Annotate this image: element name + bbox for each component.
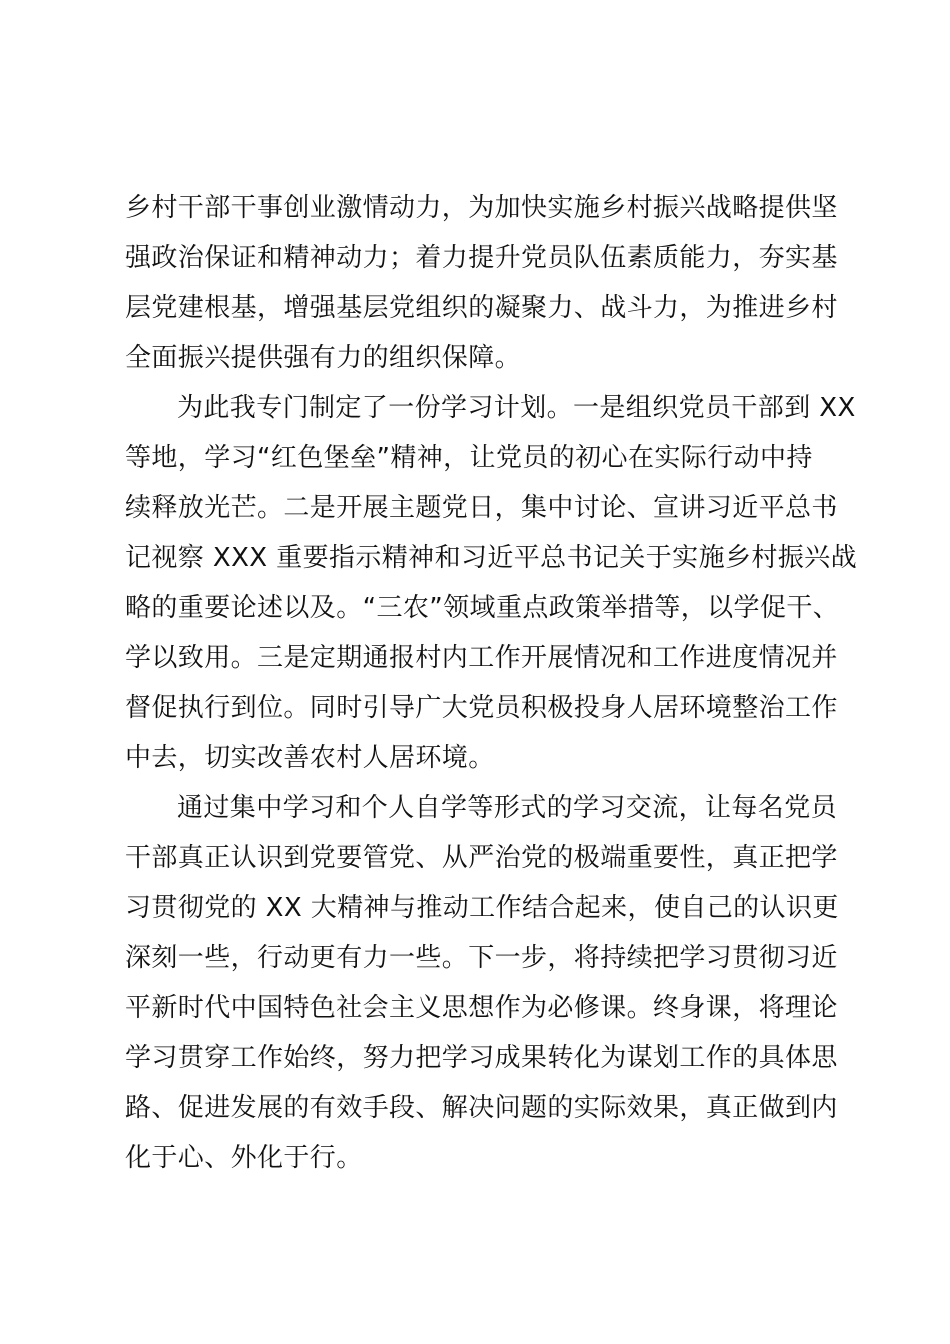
text-line: 续释放光芒。二是开展主题党日，集中讨论、宣讲习近平总书 bbox=[125, 493, 838, 523]
text-line: 为此我专门制定了一份学习计划。一是组织党员干部到 XX bbox=[177, 393, 856, 423]
text-line: 深刻一些，行动更有力一些。下一步，将持续把学习贯彻习近 bbox=[125, 943, 838, 973]
text-line: 乡村干部干事创业激情动力，为加快实施乡村振兴战略提供坚 bbox=[125, 193, 838, 223]
text-line: 中去，切实改善农村人居环境。 bbox=[125, 743, 495, 773]
text-line: 等地，学习“红色堡垒”精神，让党员的初心在实际行动中持 bbox=[125, 443, 813, 473]
text-line: 略的重要论述以及。“三农”领域重点政策举措等，以学促干、 bbox=[125, 593, 840, 623]
text-line: 学以致用。三是定期通报村内工作开展情况和工作进度情况并 bbox=[125, 643, 838, 673]
text-line: 干部真正认识到党要管党、从严治党的极端重要性，真正把学 bbox=[125, 843, 838, 873]
text-line: 学习贯穿工作始终，努力把学习成果转化为谋划工作的具体思 bbox=[125, 1043, 838, 1073]
text-line: 习贯彻党的 XX 大精神与推动工作结合起来，使自己的认识更 bbox=[125, 893, 839, 923]
text-line: 督促执行到位。同时引导广大党员积极投身人居环境整治工作 bbox=[125, 693, 838, 723]
text-line: 层党建根基，增强基层党组织的凝聚力、战斗力，为推进乡村 bbox=[125, 293, 838, 323]
paragraph-2 bbox=[125, 383, 857, 783]
text-line: 化于心、外化于行。 bbox=[125, 1143, 363, 1173]
text-line: 强政治保证和精神动力；着力提升党员队伍素质能力，夯实基 bbox=[125, 243, 838, 273]
text-line: 通过集中学习和个人自学等形式的学习交流，让每名党员 bbox=[177, 793, 838, 823]
text-line: 记视察 XXX 重要指示精神和习近平总书记关于实施乡村振兴战 bbox=[125, 543, 857, 573]
paragraph-3 bbox=[125, 783, 839, 1183]
text-line: 平新时代中国特色社会主义思想作为必修课。终身课，将理论 bbox=[125, 993, 838, 1023]
document-body bbox=[125, 183, 857, 1183]
paragraph-1 bbox=[125, 183, 838, 383]
text-line: 路、促进发展的有效手段、解决问题的实际效果，真正做到内 bbox=[125, 1093, 838, 1123]
text-line: 全面振兴提供强有力的组织保障。 bbox=[125, 343, 522, 373]
